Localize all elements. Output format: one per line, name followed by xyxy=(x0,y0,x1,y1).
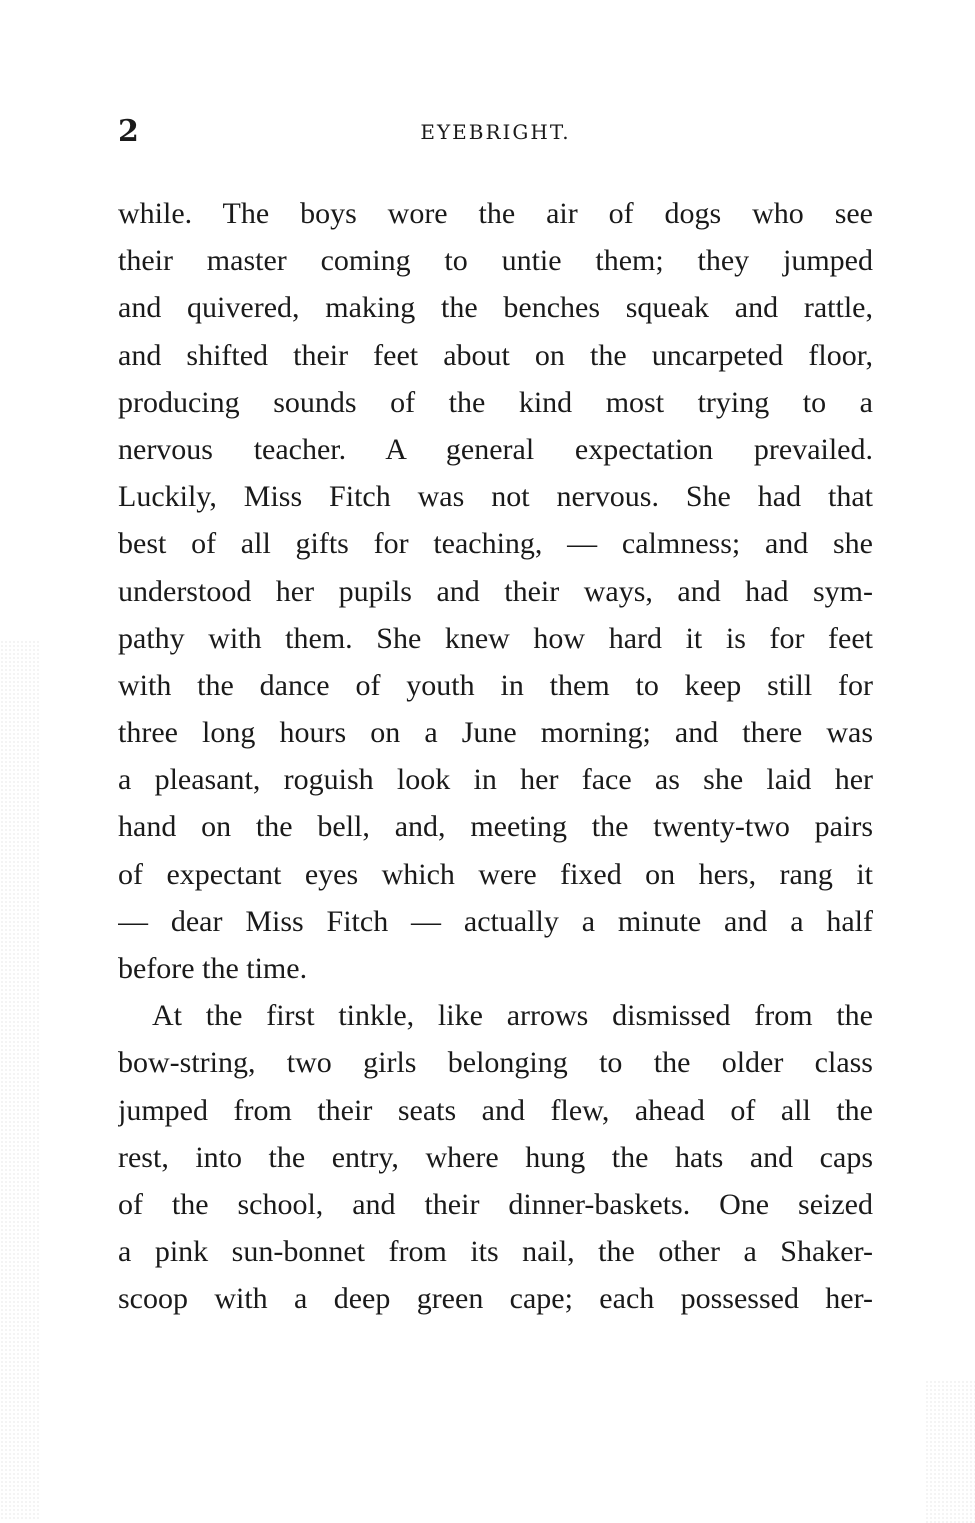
text-line: of expectant eyes which were fixed on hers, rang it xyxy=(118,857,873,891)
text-line: bow-string, two girls belonging to the older class xyxy=(118,1046,873,1080)
paper-speckle-right xyxy=(925,1380,975,1523)
paragraph xyxy=(118,190,873,992)
text-line: nervous teacher. A general expectation prevailed. xyxy=(118,432,873,466)
text-line: and shifted their feet about on the uncarpeted floor, xyxy=(118,338,873,372)
text-line: their master coming to untie them; they jumped xyxy=(118,244,873,278)
text-line: a pleasant, roguish look in her face as she laid her xyxy=(118,763,873,797)
text-line: while. The boys wore the air of dogs who see xyxy=(118,197,873,230)
text-line: At the first tinkle, like arrows dismissed from the xyxy=(152,999,873,1033)
text-line: Luckily, Miss Fitch was not nervous. She had that xyxy=(118,480,873,514)
text-line: rest, into the entry, where hung the hats and caps xyxy=(118,1140,873,1174)
text-line: jumped from their seats and flew, ahead of all the xyxy=(118,1093,873,1127)
text-line: with the dance of youth in them to keep still for xyxy=(118,668,873,702)
text-line: best of all gifts for teaching, — calmness; and she xyxy=(118,527,873,561)
text-line: and quivered, making the benches squeak and rattle, xyxy=(118,291,873,325)
text-line: pathy with them. She knew how hard it is for feet xyxy=(118,621,873,655)
text-line: producing sounds of the kind most trying to a xyxy=(118,385,873,419)
text-line: understood her pupils and their ways, and had sym- xyxy=(118,574,873,608)
body-text xyxy=(118,190,873,1323)
book-title: EYEBRIGHT. xyxy=(420,120,571,144)
paper-speckle-left xyxy=(0,640,40,1520)
text-line: scoop with a deep green cape; each possessed her- xyxy=(118,1282,873,1316)
text-line: hand on the bell, and, meeting the twenty-two pairs xyxy=(118,810,873,844)
page-number: 2 xyxy=(118,114,139,149)
running-head xyxy=(118,112,873,152)
paragraph xyxy=(118,992,873,1322)
text-line: — dear Miss Fitch — actually a minute and a half xyxy=(118,904,873,938)
text-line: of the school, and their dinner-baskets. One seized xyxy=(118,1187,873,1221)
text-line: three long hours on a June morning; and there was xyxy=(118,716,873,750)
text-line: a pink sun-bonnet from its nail, the other a Shaker- xyxy=(118,1235,873,1269)
text-line: before the time. xyxy=(118,952,308,985)
